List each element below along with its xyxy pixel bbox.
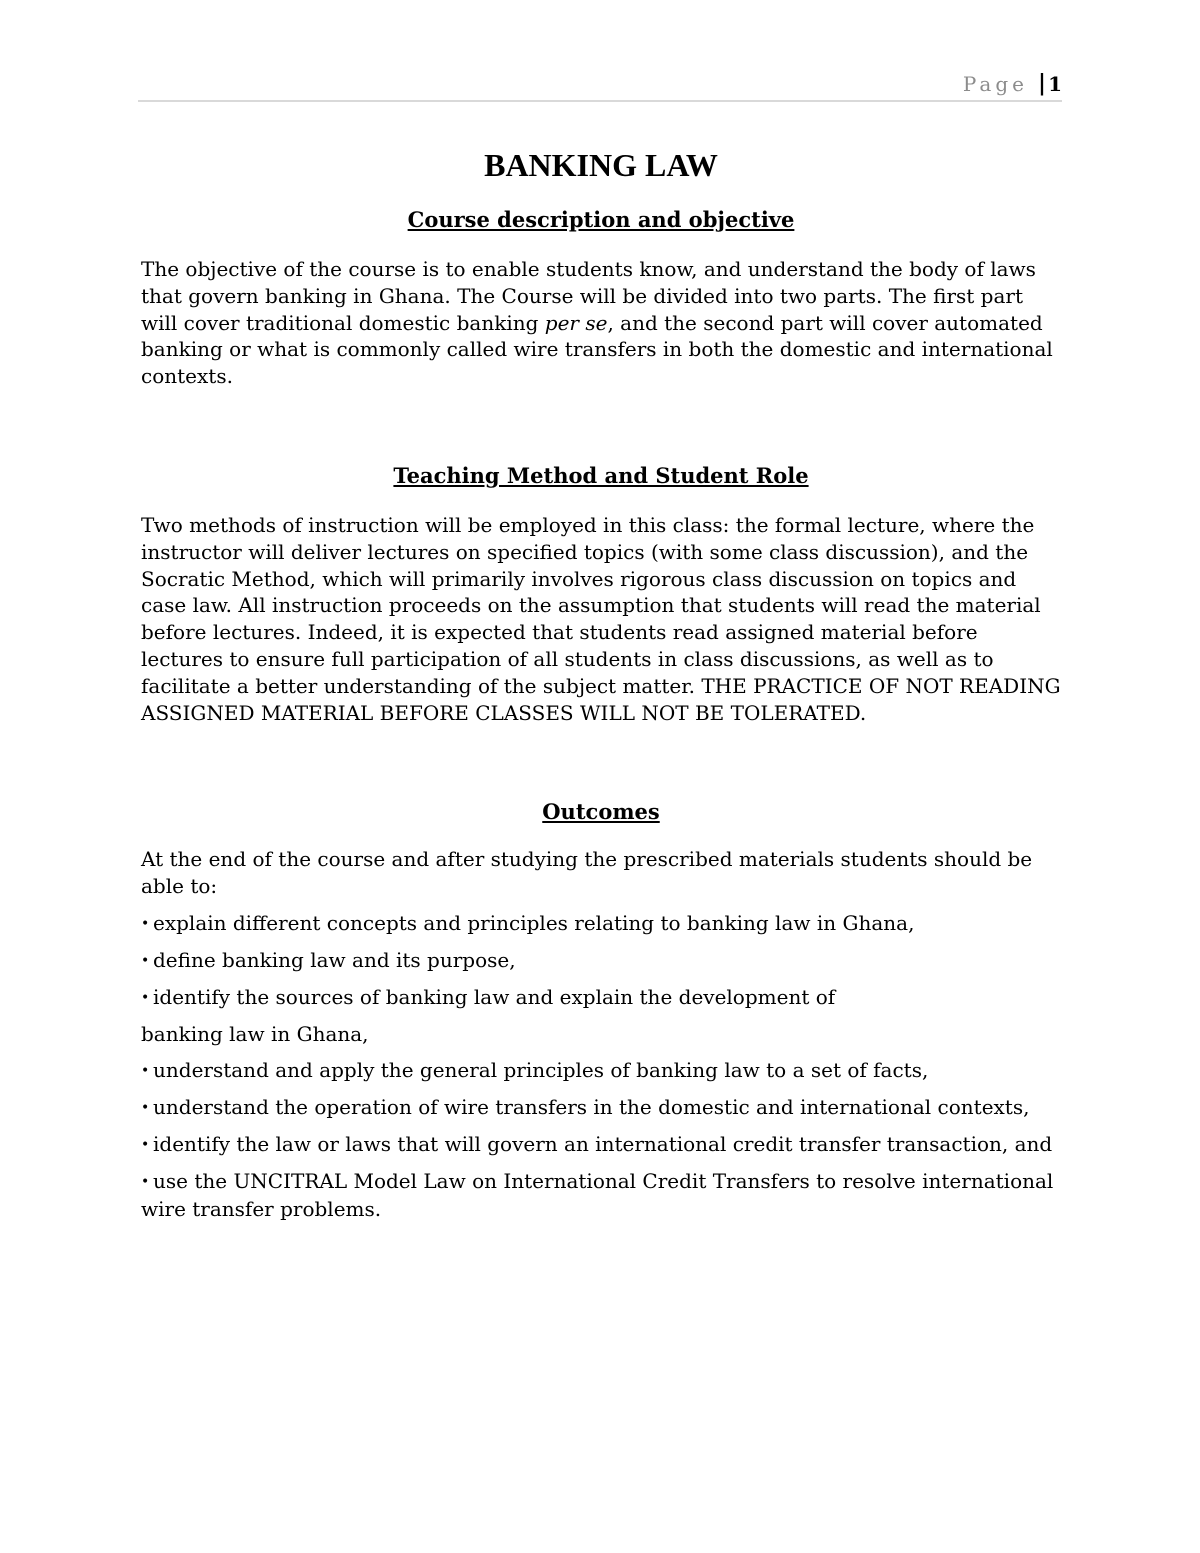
list-item xyxy=(141,1168,1061,1223)
list-item xyxy=(141,1057,1061,1085)
list-item-text: understand and apply the general principles of banking law to a set of facts, xyxy=(153,1057,929,1082)
list-item-text: define banking law and its purpose, xyxy=(153,947,516,972)
list-item-continuation xyxy=(141,1021,1061,1048)
list-item-text: understand the operation of wire transfers in the domestic and international contexts, xyxy=(153,1094,1030,1119)
page-label: Page xyxy=(962,72,1028,96)
bullet-icon: • xyxy=(141,952,150,969)
page-number: 1 xyxy=(1048,72,1062,96)
bullet-icon: • xyxy=(141,989,150,1006)
bullet-icon: • xyxy=(141,1062,150,1079)
course-description-emphasis: per se xyxy=(544,310,608,335)
page-separator: | xyxy=(1037,70,1046,96)
bullet-icon: • xyxy=(141,1173,150,1190)
list-item xyxy=(141,947,1061,975)
list-item-text: use the UNCITRAL Model Law on International Credit Transfers to resolve international wire transfer problems. xyxy=(141,1168,1054,1221)
course-description-text-1: The objective of the course is to enable students know, and understand the body of laws that govern banking in Ghana. The Course will be divided into two parts. The first part will cover traditional domestic banking xyxy=(141,257,1036,335)
course-description-paragraph xyxy=(141,256,1061,390)
list-item xyxy=(141,1131,1061,1159)
page-header xyxy=(138,70,1062,102)
section-heading-course-description: Course description and objective xyxy=(407,207,795,232)
bullet-icon: • xyxy=(141,1099,150,1116)
list-item-text: identify the law or laws that will govern an international credit transfer transaction, and xyxy=(153,1131,1053,1156)
list-item xyxy=(141,984,1061,1012)
outcomes-list xyxy=(141,910,1061,1223)
course-description-text-2: , and the second part will cover automated banking or what is commonly called wire transfers in both the domestic and international contexts. xyxy=(141,310,1053,389)
outcomes-intro: At the end of the course and after studying the prescribed materials students should be able to: xyxy=(141,847,1033,899)
document-title: BANKING LAW xyxy=(484,147,718,183)
section-heading-outcomes: Outcomes xyxy=(542,799,660,825)
bullet-icon: • xyxy=(141,915,150,932)
list-item xyxy=(141,910,1061,938)
bullet-icon: • xyxy=(141,1136,150,1153)
section-heading-teaching-method: Teaching Method and Student Role xyxy=(393,462,809,488)
document-body xyxy=(141,140,1061,1232)
teaching-method-paragraph: Two methods of instruction will be employed in this class: the formal lecture, where the instructor will deliver lectures on specified topics (with some class discussion), and the Socratic Method, which will primarily involves rigorous class discussion on topics and case law. All instruction proceeds on the assumption that students will read the material before lectures. Indeed, it is expected that students read assigned material before lectures to ensure full participation of all students in class discussions, as well as to facilitate a better understanding of the subject matter. THE PRACTICE OF NOT READING ASSIGNED MATERIAL BEFORE CLASSES WILL NOT BE TOLERATED. xyxy=(141,512,1061,725)
list-item-text: identify the sources of banking law and explain the development of xyxy=(153,984,836,1009)
list-item-text: banking law in Ghana, xyxy=(141,1021,369,1046)
list-item-text: explain different concepts and principles relating to banking law in Ghana, xyxy=(153,910,915,935)
list-item xyxy=(141,1094,1061,1122)
